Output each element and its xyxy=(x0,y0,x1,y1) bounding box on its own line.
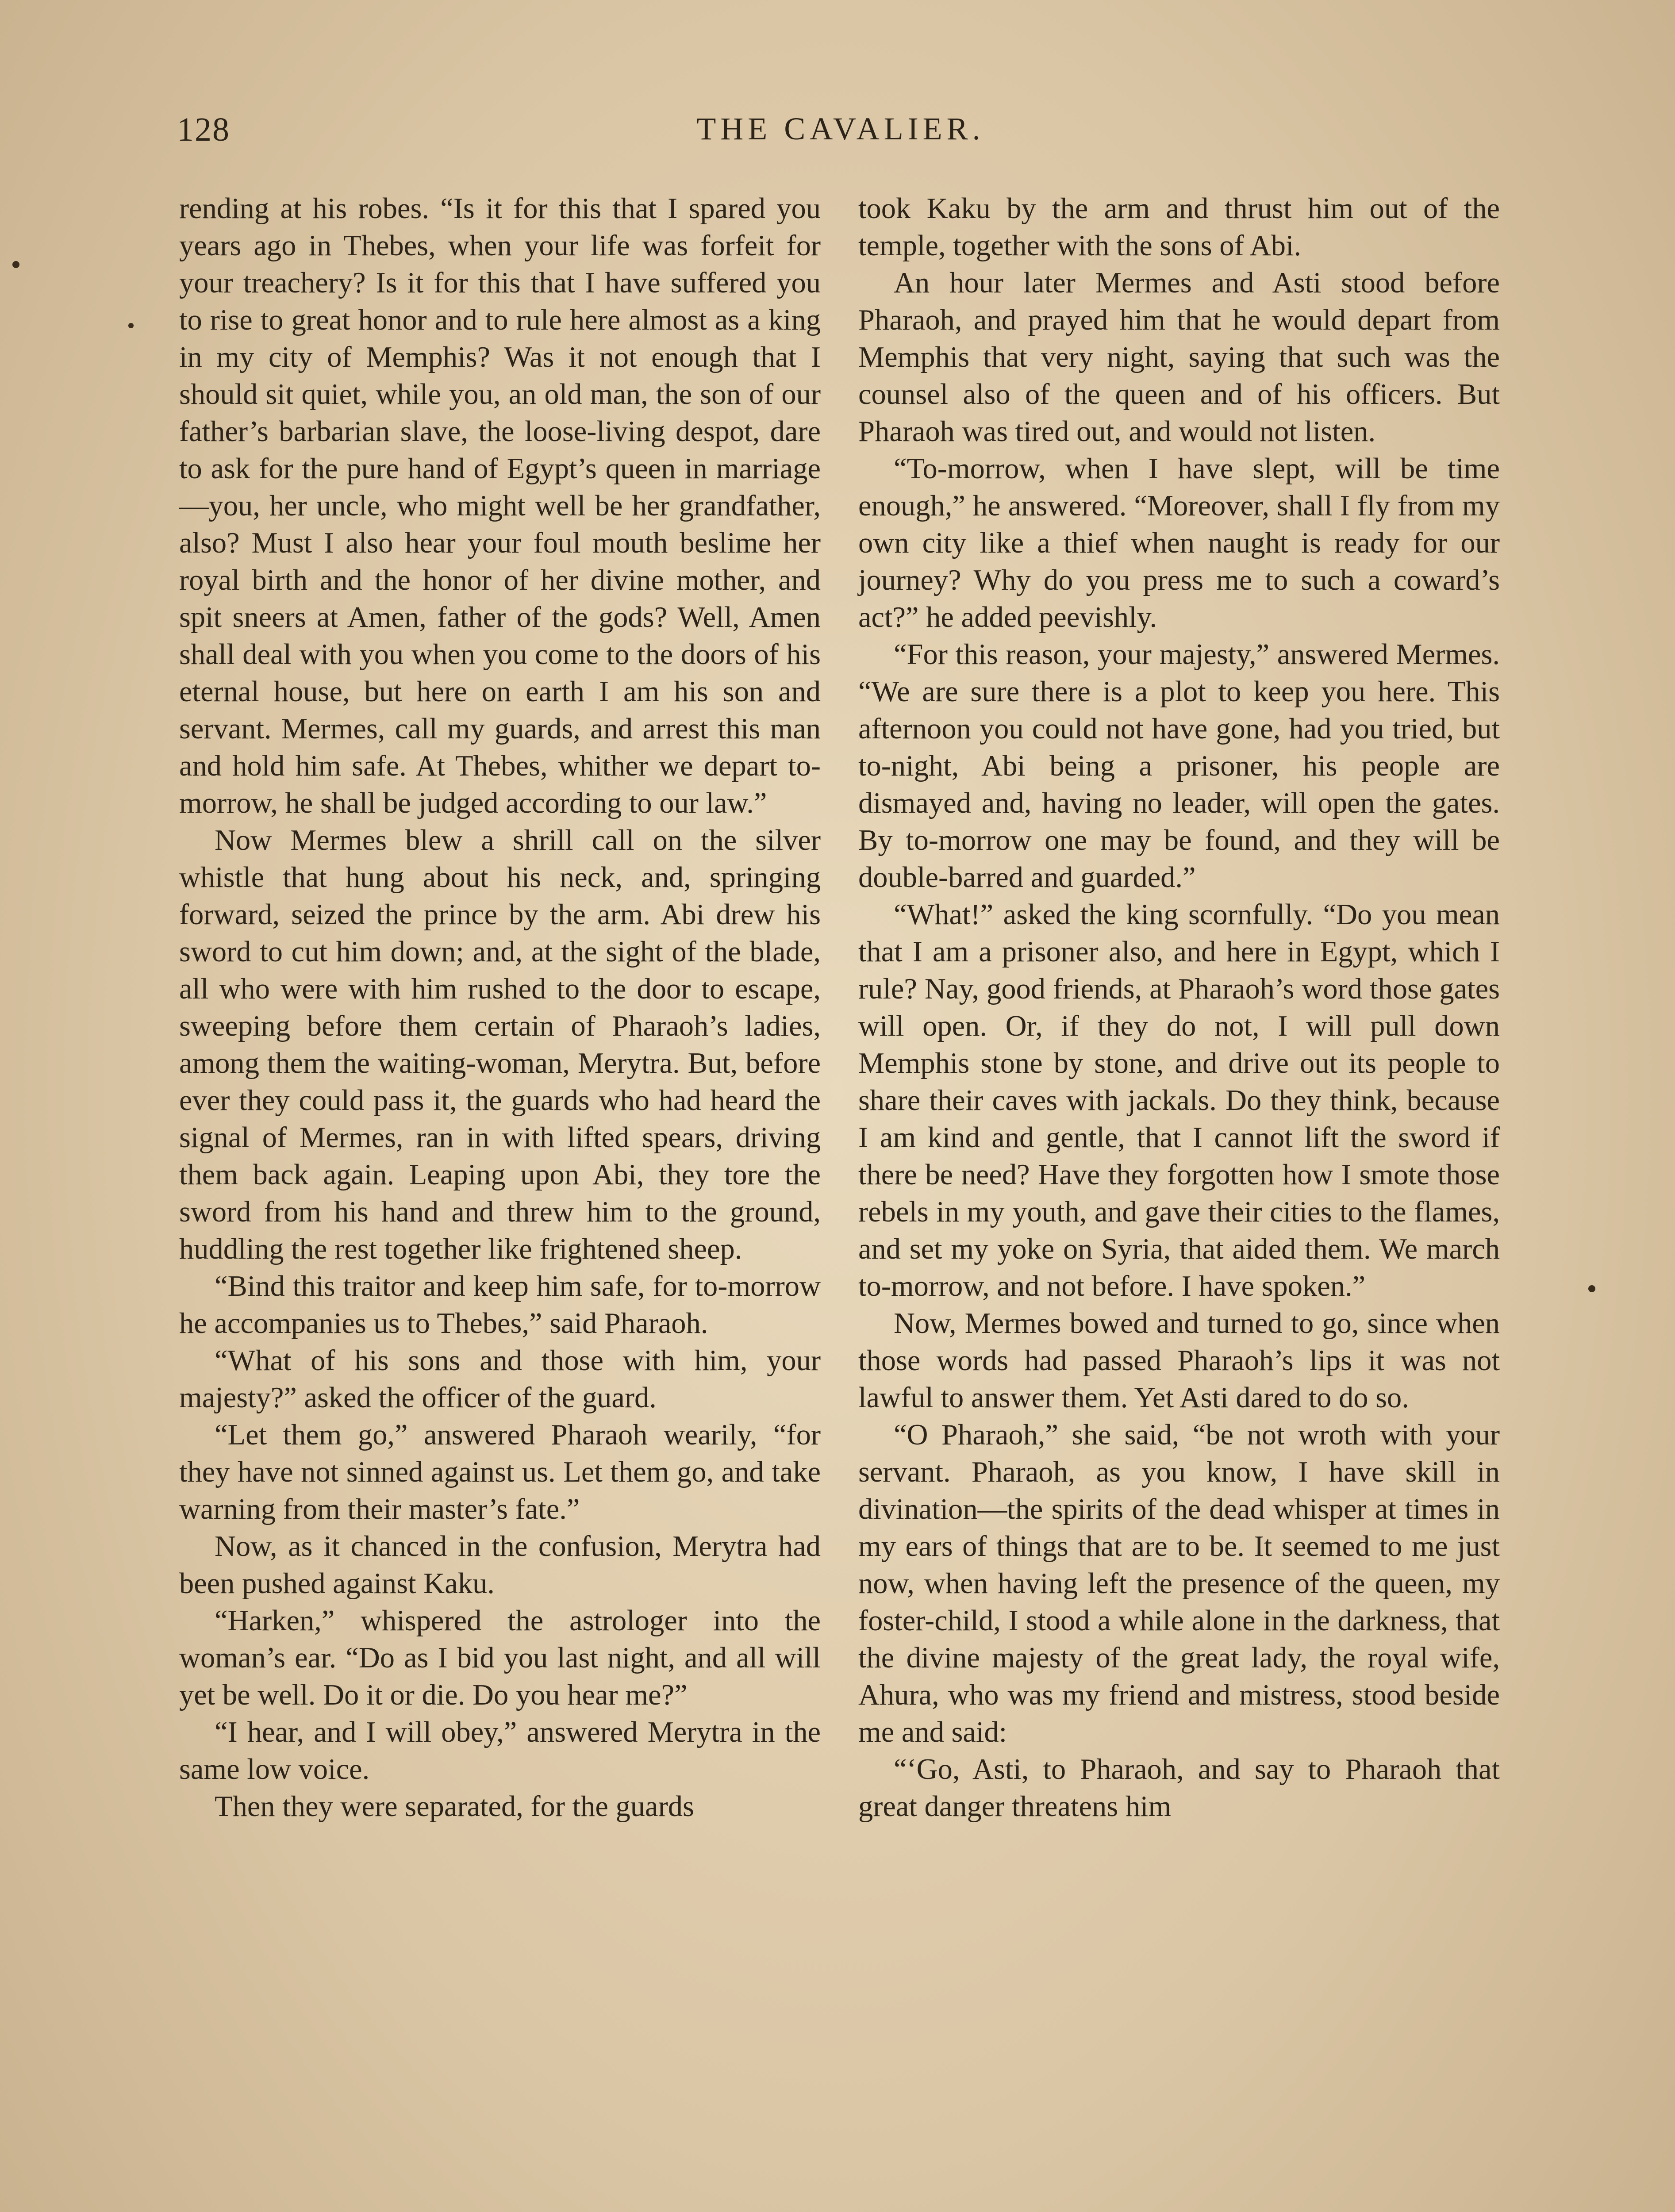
paragraph: “To-morrow, when I have slept, will be time enough,” he answered. “Moreover, shall I fly from my own city like a thief when naught is ready for our journey? Why do you press me to such a coward’s act?” he added peevishly. xyxy=(858,453,1500,634)
left-column xyxy=(179,190,821,1825)
page-number: 128 xyxy=(177,111,230,148)
page-header xyxy=(177,111,1504,159)
paragraph: took Kaku by the arm and thrust him out of the temple, together with the sons of Abi. xyxy=(858,192,1500,262)
paragraph: Then they were separated, for the guards xyxy=(215,1790,694,1823)
paragraph: “Bind this traitor and keep him safe, for to-morrow he accompanies us to Thebes,” said Pharaoh. xyxy=(179,1270,821,1340)
paragraph: rending at his robes. “Is it for this that I spared you years ago in Thebes, when your life was forfeit for your treachery? Is it for this that I have suffered you to rise to great honor and to rule here almost as a king in my city of Memphis? Was it not enough that I should sit quiet, while you, an old man, the son of our father’s barbarian slave, the loose-living despot, dare to ask for the pure hand of Egypt’s queen in marriage—you, her uncle, who might well be her grandfather, also? Must I also hear your foul mouth beslime her royal birth and the honor of her divine mother, and spit sneers at Amen, father of the gods? Well, Amen shall deal with you when you come to the doors of his eternal house, but here on earth I am his son and servant. Mermes, call my guards, and arrest this man and hold him safe. At Thebes, whither we depart to-morrow, he shall be judged according to our law.” xyxy=(179,192,821,819)
paragraph: “Let them go,” answered Pharaoh wearily, “for they have not sinned against us. Let them go, and take warning from their master’s fate.” xyxy=(179,1419,821,1525)
paragraph: Now, as it chanced in the confusion, Merytra had been pushed against Kaku. xyxy=(179,1530,821,1600)
paragraph: “For this reason, your majesty,” answered Mermes. “We are sure there is a plot to keep you here. This afternoon you could not have gone, had you tried, but to-night, Abi being a prisoner, his people are dismayed and, having no leader, will open the gates. By to-morrow one may be found, and they will be double-barred and guarded.” xyxy=(858,638,1500,894)
paragraph: An hour later Mermes and Asti stood before Pharaoh, and prayed him that he would depart from Memphis that very night, saying that such was the counsel also of the queen and of his officers. But Pharaoh was tired out, and would not listen. xyxy=(858,267,1500,448)
paragraph: Now, Mermes bowed and turned to go, since when those words had passed Pharaoh’s lips it was not lawful to answer them. Yet Asti dared to do so. xyxy=(858,1307,1500,1414)
paragraph: “What of his sons and those with him, your majesty?” asked the officer of the guard. xyxy=(179,1344,821,1414)
paragraph: “Harken,” whispered the astrologer into the woman’s ear. “Do as I bid you last night, and all will yet be well. Do it or die. Do you hear me?” xyxy=(179,1605,821,1711)
running-title: THE CAVALIER. xyxy=(696,111,985,146)
paragraph: Now Mermes blew a shrill call on the silver whistle that hung about his neck, and, springing forward, seized the prince by the arm. Abi drew his sword to cut him down; and, at the sight of the blade, all who were with him rushed to the door to escape, sweeping before them certain of Pharaoh’s ladies, among them the waiting-woman, Merytra. But, before ever they could pass it, the guards who had heard the signal of Mermes, ran in with lifted spears, driving them back again. Leaping upon Abi, they tore the sword from his hand and threw him to the ground, huddling the rest together like frightened sheep. xyxy=(179,824,821,1265)
paragraph: “I hear, and I will obey,” answered Merytra in the same low voice. xyxy=(179,1716,821,1786)
paragraph: “O Pharaoh,” she said, “be not wroth with your servant. Pharaoh, as you know, I have skill in divination—the spirits of the dead whisper at times in my ears of things that are to be. It seemed to me just now, when having left the presence of the queen, my foster-child, I stood a while alone in the darkness, that the divine majesty of the great lady, the royal wife, Ahura, who was my friend and mistress, stood beside me and said: xyxy=(858,1419,1500,1748)
paragraph: “‘Go, Asti, to Pharaoh, and say to Pharaoh that great danger threatens him xyxy=(858,1753,1500,1823)
right-column xyxy=(858,190,1500,1825)
paragraph: “What!” asked the king scornfully. “Do you mean that I am a prisoner also, and here in Egypt, which I rule? Nay, good friends, at Pharaoh’s word those gates will open. Or, if they do not, I will pull down Memphis stone by stone, and drive out its people to share their caves with jackals. Do they think, because I am kind and gentle, that I cannot lift the sword if there be need? Have they forgotten how I smote those rebels in my youth, and gave their cities to the flames, and set my yoke on Syria, that aided them. We march to-morrow, and not before. I have spoken.” xyxy=(858,899,1500,1302)
